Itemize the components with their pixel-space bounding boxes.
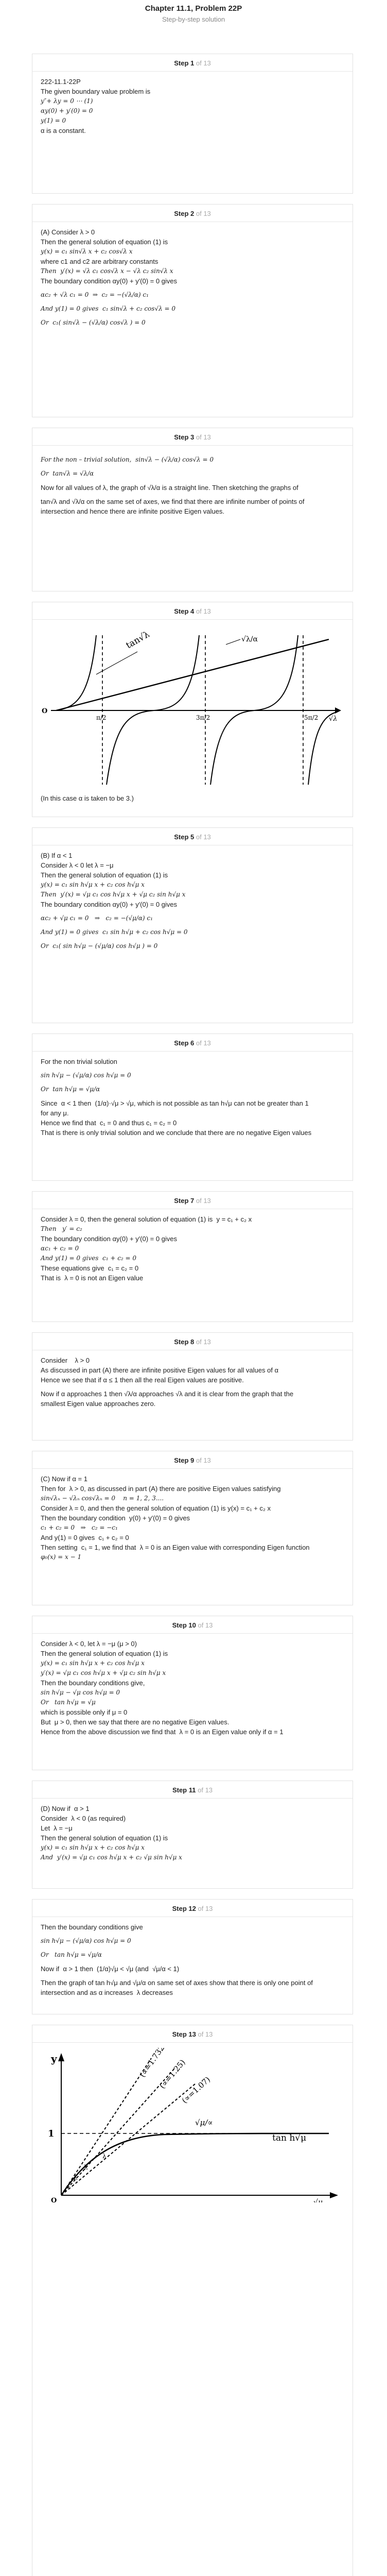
equation: αc₁ + c₂ = 0 — [41, 1245, 79, 1252]
equation: Or c₁( sin√λ − (√λ/α) cos√λ ) = 0 — [41, 319, 146, 326]
step-count: of 13 — [198, 2030, 213, 2038]
step-card — [32, 602, 353, 817]
step-count: of 13 — [196, 1338, 211, 1346]
equation: And y(1) = 0 gives c₁ + c₂ = 0 — [41, 1255, 137, 1262]
equation: y(x) = c₁ sin h√μ x + c₂ cos h√μ x — [41, 1659, 145, 1667]
tick-label: 5π/2 — [304, 714, 319, 721]
step-line: Hence from the above discussion we find that λ = 0 is an Eigen value only if α = 1 — [41, 1728, 284, 1736]
step-card — [32, 1451, 353, 1605]
tan-branch — [308, 713, 335, 785]
x-axis-arrow — [330, 2192, 338, 2198]
step-count: of 13 — [196, 1456, 211, 1464]
step-line: (B) If α < 1 — [41, 852, 73, 859]
step-line: Let λ = −μ — [41, 1824, 73, 1832]
step-card — [32, 1332, 353, 1440]
step-line: For the non trivial solution — [41, 1058, 117, 1065]
step-line: Consider λ = 0, and then the general solution of equation (1) is y(x) = c₁ + c₂ x — [41, 1504, 271, 1512]
step-card — [32, 2025, 353, 2576]
tick-label: π/2 — [96, 714, 107, 721]
equation: φ₀(x) = x − 1 — [41, 1553, 82, 1561]
step-line: Consider λ < 0 (as required) — [41, 1815, 126, 1822]
page-subtitle: Step-by-step solution — [162, 15, 225, 23]
tanh-label: tan h√μ — [272, 2133, 307, 2143]
step-line: That is λ = 0 is not an Eigen value — [41, 1274, 144, 1282]
step-card — [32, 1191, 353, 1322]
origin-label: O — [51, 2197, 57, 2202]
step-count: of 13 — [196, 433, 211, 441]
step-line: Then for λ > 0, as discussed in part (A) there are positive Eigen values satisfying — [41, 1485, 281, 1493]
step-line: which is possible only if μ = 0 — [41, 1708, 128, 1716]
step-line: Then the boundary condition y(0) + y′(0) = 0 gives — [41, 1514, 190, 1522]
equation: Or tan h√μ = √μ/α — [41, 1086, 100, 1093]
step-line: for any μ. — [41, 1109, 69, 1117]
equation: And y(1) = 0 gives c₁ sin√λ + c₂ cos√λ = 0 — [41, 305, 176, 312]
alpha-label: (∝=1.732) — [137, 2048, 168, 2079]
step-line: Since α < 1 then (1/α)·√μ > √μ, which is not possible as tan h√μ can not be greater than 1 — [41, 1099, 309, 1107]
equation: And y′(x) = √μ c₁ cos h√μ x + c₂ √μ sin h√μ x — [41, 1854, 182, 1861]
step-line: As discussed in part (A) there are infinite positive Eigen values for all values of α — [41, 1366, 279, 1374]
step-line: tan√λ and √λ/α on the same set of axes, we find that there are infinite number of points of — [41, 498, 305, 505]
step-label: Step 4 — [174, 607, 195, 615]
step-line: The boundary condition αy(0) + y′(0) = 0 gives — [41, 901, 178, 908]
page-title: Chapter 11.1, Problem 22P — [145, 4, 242, 13]
step-count: of 13 — [198, 1786, 213, 1794]
alpha-line — [61, 2084, 195, 2195]
x-axis-arrow — [335, 707, 341, 714]
step-line: Then the general solution of equation (1) is — [41, 238, 168, 246]
equation: c₁ + c₂ = 0 ⇒ c₂ = −c₁ — [41, 1524, 118, 1531]
step-card — [32, 428, 353, 591]
step-line: 222-11.1-22P — [41, 78, 81, 86]
one-label: 1 — [48, 2128, 55, 2139]
step-label: Step 12 — [172, 1905, 196, 1912]
equation: Or tan h√μ = √μ/α — [41, 1951, 102, 1958]
step-label: Step 1 — [174, 59, 195, 67]
step-line: (A) Consider λ > 0 — [41, 228, 95, 236]
step-line: But μ > 0, then we say that there are no negative Eigen values. — [41, 1718, 230, 1726]
alpha-label: (∝=1.25) — [157, 2058, 187, 2091]
equation: αc₂ + √λ c₁ = 0 ⇒ c₂ = −(√λ/α) c₁ — [41, 291, 149, 298]
step-line: Then the graph of tan h√μ and √μ/α on same set of axes show that there is only one point of — [41, 1979, 313, 1987]
step-count: of 13 — [196, 210, 211, 217]
line-label: √λ/α — [241, 635, 258, 643]
step-line: where c1 and c2 are arbitrary constants — [41, 258, 159, 265]
step-count: of 13 — [198, 1905, 213, 1912]
tanh-graph — [41, 2048, 345, 2202]
equation: y″+ λy = 0 ⋯ (1) — [41, 97, 93, 105]
step-card — [32, 827, 353, 1023]
step-line: The boundary condition αy(0) + y′(0) = 0 gives — [41, 277, 178, 285]
step-label: Step 9 — [174, 1456, 195, 1464]
step-line: Then the general solution of equation (1) is — [41, 1650, 168, 1657]
y-axis-label: y — [51, 2053, 57, 2065]
step-line: The boundary condition αy(0) + y′(0) = 0 gives — [41, 1235, 178, 1243]
step-line: Consider λ < 0 let λ = −μ — [41, 861, 114, 869]
step-label: Step 13 — [172, 2030, 196, 2038]
step-card — [32, 1899, 353, 2014]
step-line: (In this case α is taken to be 3.) — [41, 794, 134, 802]
step-line: intersection and as α increases λ decreases — [41, 1989, 173, 1996]
equation: sin h√μ − (√μ/α) cos h√μ = 0 — [41, 1072, 131, 1079]
step-line: And y(1) = 0 gives c₁ + c₂ = 0 — [41, 1534, 129, 1541]
step-count: of 13 — [198, 1621, 213, 1629]
step-line: intersection and hence there are infinite positive Eigen values. — [41, 507, 224, 515]
step-label: Step 11 — [172, 1786, 196, 1794]
alpha-label: (∝=1.07) — [180, 2075, 213, 2105]
tan-curve-label: tan√λ — [124, 629, 152, 651]
equation: y(x) = c₁ sin h√μ x + c₂ cos h√μ x — [41, 1844, 145, 1851]
step-label: Step 10 — [172, 1621, 196, 1629]
tick-label: 3π/2 — [196, 714, 210, 721]
step-line: These equations give c₁ = c₂ = 0 — [41, 1264, 139, 1272]
step-line: Then the boundary conditions give — [41, 1923, 143, 1931]
step-label: Step 5 — [174, 833, 195, 841]
equation: Then y′(x) = √μ c₁ cos h√μ x + √μ c₂ sin h√μ x — [41, 891, 186, 898]
equation: Then y′ = c₂ — [41, 1225, 82, 1232]
intersection-label: λ — [84, 2164, 88, 2171]
equation: sin h√μ − √μ cos h√μ = 0 — [41, 1689, 120, 1696]
step-line: Then the general solution of equation (1) is — [41, 1834, 168, 1842]
step-line: (D) Now if α > 1 — [41, 1805, 90, 1812]
step-line: That is there is only trivial solution and we conclude that there are no negative Eigen values — [41, 1129, 312, 1137]
step-card — [32, 54, 353, 194]
step-card — [32, 1033, 353, 1181]
step-count: of 13 — [196, 607, 211, 615]
equation: sin√λₙ − √λₙ cos√λₙ = 0 n = 1, 2, 3.... — [41, 1495, 164, 1502]
equation: Then y′(x) = √λ c₁ cos√λ x − √λ c₂ sin√λ x — [41, 267, 173, 275]
step-card — [32, 1616, 353, 1770]
equation: y(x) = c₁ sin h√μ x + c₂ cos h√μ x — [41, 881, 145, 888]
equation: sin h√μ − (√μ/α) cos h√μ = 0 — [41, 1937, 131, 1944]
step-line: smallest Eigen value approaches zero. — [41, 1400, 156, 1408]
step-count: of 13 — [196, 1039, 211, 1047]
sqrt-lambda-line — [56, 639, 329, 710]
step-count: of 13 — [196, 1197, 211, 1205]
tan-graph — [41, 625, 345, 790]
step-line: Then the general solution of equation (1) is — [41, 871, 168, 879]
line-label: √μ/∝ — [195, 2118, 213, 2127]
step-count: of 13 — [196, 833, 211, 841]
equation: y′(x) = √μ c₁ cos h√μ x + √μ c₂ sin h√μ x — [41, 1669, 166, 1676]
step-line: Then the boundary conditions give, — [41, 1679, 145, 1687]
step-line: Consider λ > 0 — [41, 1357, 90, 1364]
step-line: The given boundary value problem is — [41, 88, 151, 95]
equation: y(x) = c₁ sin√λ x + c₂ cos√λ x — [41, 248, 133, 255]
equation: y(1) = 0 — [41, 117, 66, 124]
step-label: Step 7 — [174, 1197, 195, 1205]
equation: Or tan h√μ = √μ — [41, 1699, 96, 1706]
step-line: α is a constant. — [41, 127, 86, 134]
alpha-line — [61, 2069, 174, 2195]
step-count: of 13 — [196, 59, 211, 67]
intersection-label: λ — [74, 2174, 78, 2181]
intersection-label: λ — [102, 2153, 107, 2160]
origin-label: O — [42, 707, 48, 715]
step-line: Consider λ < 0, let λ = −μ (μ > 0) — [41, 1640, 137, 1648]
step-line: Consider λ = 0, then the general solution of equation (1) is y = c₁ + c₂ x — [41, 1215, 252, 1223]
step-line: (C) Now if α = 1 — [41, 1475, 87, 1483]
step-line: Then setting c₁ = 1, we find that λ = 0 is an Eigen value with corresponding Eigen function — [41, 1544, 310, 1551]
label-pointer — [226, 639, 240, 645]
equation: αc₂ + √μ c₁ = 0 ⇒ c₂ = −(√μ/α) c₁ — [41, 914, 153, 922]
step-card — [32, 204, 353, 417]
x-axis-label: √μ — [313, 2198, 323, 2202]
step-card — [32, 1781, 353, 1889]
axis-label: √λ — [329, 715, 338, 723]
step-label: Step 2 — [174, 210, 195, 217]
step-label: Step 3 — [174, 433, 195, 441]
equation: Or c₁( sin h√μ − (√μ/α) cos h√μ ) = 0 — [41, 942, 158, 950]
equation: Or tan√λ = √λ/α — [41, 470, 94, 477]
equation: αy(0) + y′(0) = 0 — [41, 107, 93, 114]
step-line: Hence we find that c₁ = 0 and thus c₁ = c₂ = 0 — [41, 1119, 177, 1127]
tan-branch — [56, 635, 96, 710]
y-axis-arrow — [58, 2053, 64, 2061]
step-line: Hence we see that if α ≤ 1 then all the real Eigen values are positive. — [41, 1376, 244, 1384]
step-label: Step 8 — [174, 1338, 195, 1346]
equation: And y(1) = 0 gives c₁ sin h√μ + c₂ cos h√μ = 0 — [41, 928, 188, 936]
step-line: Now if α approaches 1 then √λ/α approaches √λ and it is clear from the graph that the — [41, 1390, 294, 1398]
equation: For the non – trivial solution, sin√λ − (√λ/α) cos√λ = 0 — [41, 456, 214, 463]
step-line: Now for all values of λ, the graph of √λ/α is a straight line. Then sketching the graphs of — [41, 484, 298, 492]
step-line: Now if α > 1 then (1/α)√μ < √μ (and √μ/α < 1) — [41, 1965, 180, 1973]
step-label: Step 6 — [174, 1039, 195, 1047]
